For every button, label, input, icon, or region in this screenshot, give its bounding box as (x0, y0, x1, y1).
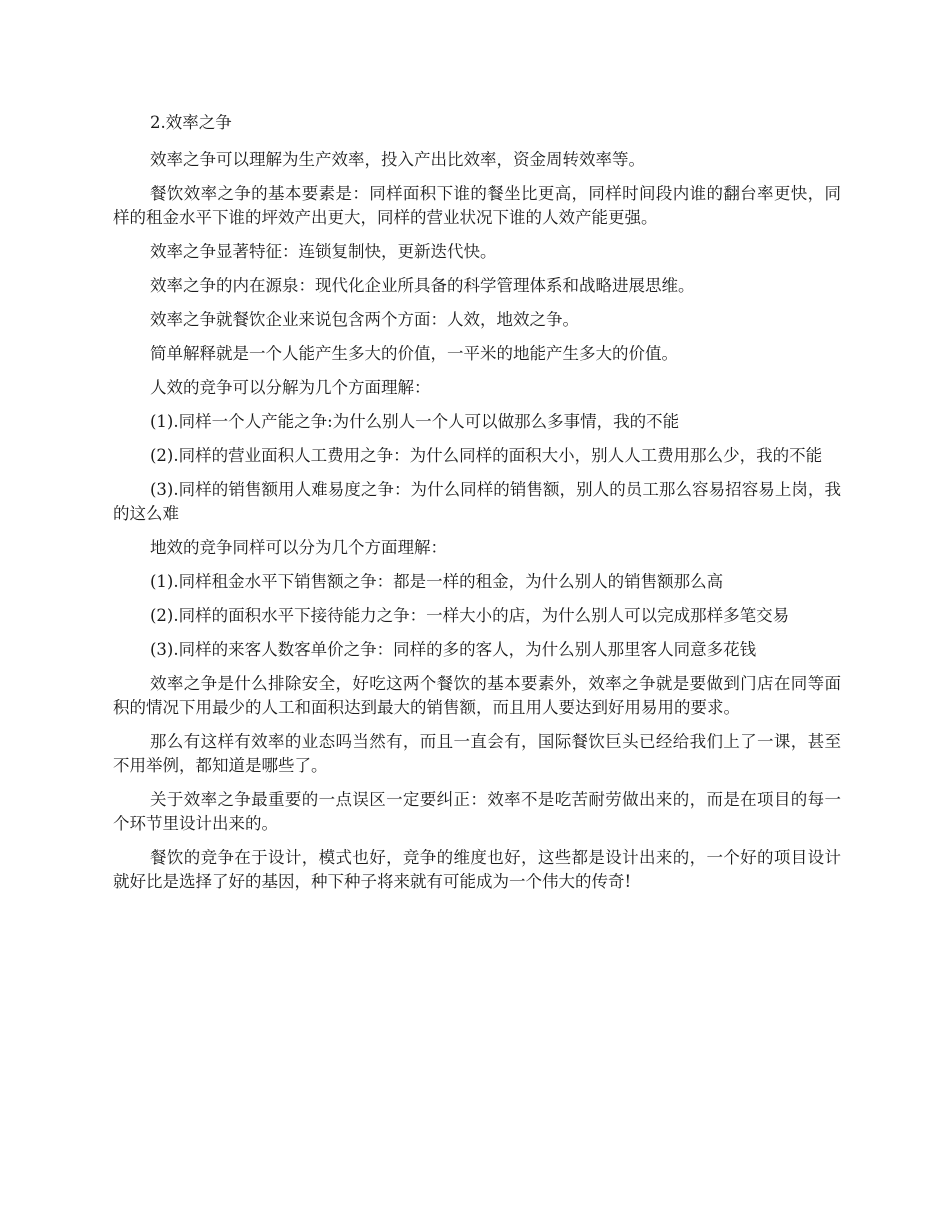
document-body (113, 111, 841, 904)
paragraph: 那么有这样有效率的业态吗当然有，而且一直会有，国际餐饮巨头已经给我们上了一课，甚至不用举例，都知道是哪些了。 (113, 732, 841, 775)
paragraph: 餐饮效率之争的基本要素是：同样面积下谁的餐坐比更高，同样时间段内谁的翻台率更快，同样的租金水平下谁的坪效产出更大，同样的营业状况下谁的人效产能更强。 (113, 184, 841, 227)
paragraph: 效率之争的内在源泉：现代化企业所具备的科学管理体系和战略进展思维。 (150, 276, 695, 295)
paragraph: 地效的竞争同样可以分为几个方面理解： (150, 538, 447, 557)
paragraph: 简单解释就是一个人能产生多大的价值，一平米的地能产生多大的价值。 (150, 344, 678, 363)
paragraph: 效率之争就餐饮企业来说包含两个方面：人效，地效之争。 (150, 310, 579, 329)
paragraph: 关于效率之争最重要的一点误区一定要纠正：效率不是吃苦耐劳做出来的，而是在项目的每一个环节里设计出来的。 (113, 790, 841, 833)
paragraph: 餐饮的竞争在于设计，模式也好，竞争的维度也好，这些都是设计出来的，一个好的项目设计就好比是选择了好的基因，种下种子将来就有可能成为一个伟大的传奇! (113, 848, 841, 891)
paragraph: 效率之争可以理解为生产效率，投入产出比效率，资金周转效率等。 (150, 150, 645, 169)
list-item: (1).同样一个人产能之争:为什么别人一个人可以做那么多事情，我的不能 (150, 412, 680, 431)
paragraph: 效率之争是什么排除安全，好吃这两个餐饮的基本要素外，效率之争就是要做到门店在同等面积的情况下用最少的人工和面积达到最大的销售额，而且用人要达到好用易用的要求。 (113, 674, 841, 717)
list-item: (3).同样的来客人数客单价之争：同样的多的客人，为什么别人那里客人同意多花钱 (150, 640, 757, 659)
section-title: 2.效率之争 (150, 113, 232, 132)
list-item: (2).同样的营业面积人工费用之争：为什么同样的面积大小，别人人工费用那么少，我的不能 (150, 446, 823, 465)
paragraph: 效率之争显著特征：连锁复制快，更新迭代快。 (150, 242, 497, 261)
list-item: (1).同样租金水平下销售额之争：都是一样的租金，为什么别人的销售额那么高 (150, 572, 724, 591)
paragraph: 人效的竞争可以分解为几个方面理解： (150, 378, 431, 397)
list-item: (2).同样的面积水平下接待能力之争：一样大小的店，为什么别人可以完成那样多笔交易 (150, 606, 790, 625)
list-item: (3).同样的销售额用人难易度之争：为什么同样的销售额，别人的员工那么容易招容易上岗，我的这么难 (113, 480, 841, 523)
